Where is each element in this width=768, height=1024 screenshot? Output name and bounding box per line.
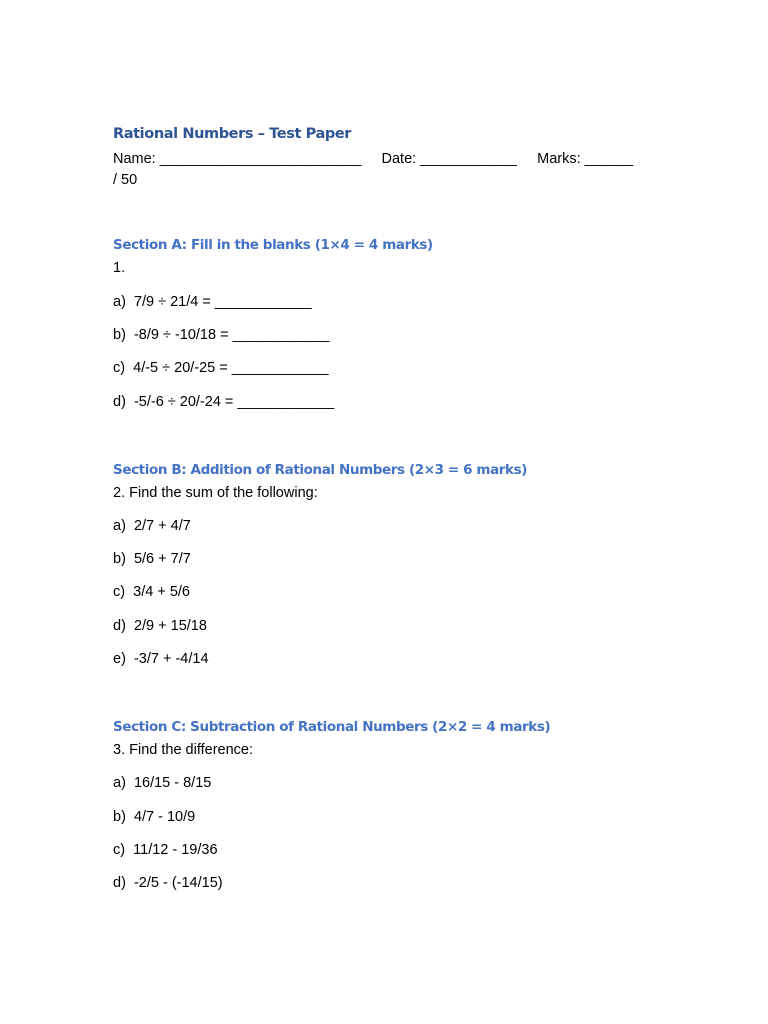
name-field-label: Name: _________________________: [113, 151, 362, 167]
section-c-item-b: b) 4/7 - 10/9: [113, 809, 196, 825]
section-a-question: 1.: [113, 260, 126, 276]
section-c-item-d: d) -2/5 - (-14/15): [113, 875, 223, 891]
marks-field-label: Marks: ______: [537, 151, 634, 167]
section-b-item-e: e) -3/7 + -4/14: [113, 651, 209, 667]
section-b-item-a: a) 2/7 + 4/7: [113, 518, 191, 534]
date-field-label: Date: ____________: [381, 151, 517, 167]
section-b-item-d: d) 2/9 + 15/18: [113, 618, 207, 634]
page-title: Rational Numbers – Test Paper: [113, 126, 352, 142]
section-b-item-c: c) 3/4 + 5/6: [113, 584, 190, 600]
section-b-item-b: b) 5/6 + 7/7: [113, 551, 191, 567]
section-c-heading: Section C: Subtraction of Rational Numbers (2×2 = 4 marks): [113, 719, 551, 735]
section-a-heading: Section A: Fill in the blanks (1×4 = 4 marks): [113, 237, 433, 253]
section-c-item-c: c) 11/12 - 19/36: [113, 842, 218, 858]
section-a-item-a: a) 7/9 ÷ 21/4 = ____________: [113, 294, 312, 310]
section-c-question: 3. Find the difference:: [113, 742, 253, 758]
section-a-item-b: b) -8/9 ÷ -10/18 = ____________: [113, 327, 330, 343]
section-b-question: 2. Find the sum of the following:: [113, 485, 318, 501]
section-a-item-d: d) -5/-6 ÷ 20/-24 = ____________: [113, 394, 335, 410]
marks-total: / 50: [113, 172, 138, 188]
section-c-item-a: a) 16/15 - 8/15: [113, 775, 212, 791]
student-info: [113, 149, 658, 191]
section-b-heading: Section B: Addition of Rational Numbers (2×3 = 6 marks): [113, 462, 528, 478]
section-a-item-c: c) 4/-5 ÷ 20/-25 = ____________: [113, 360, 329, 376]
